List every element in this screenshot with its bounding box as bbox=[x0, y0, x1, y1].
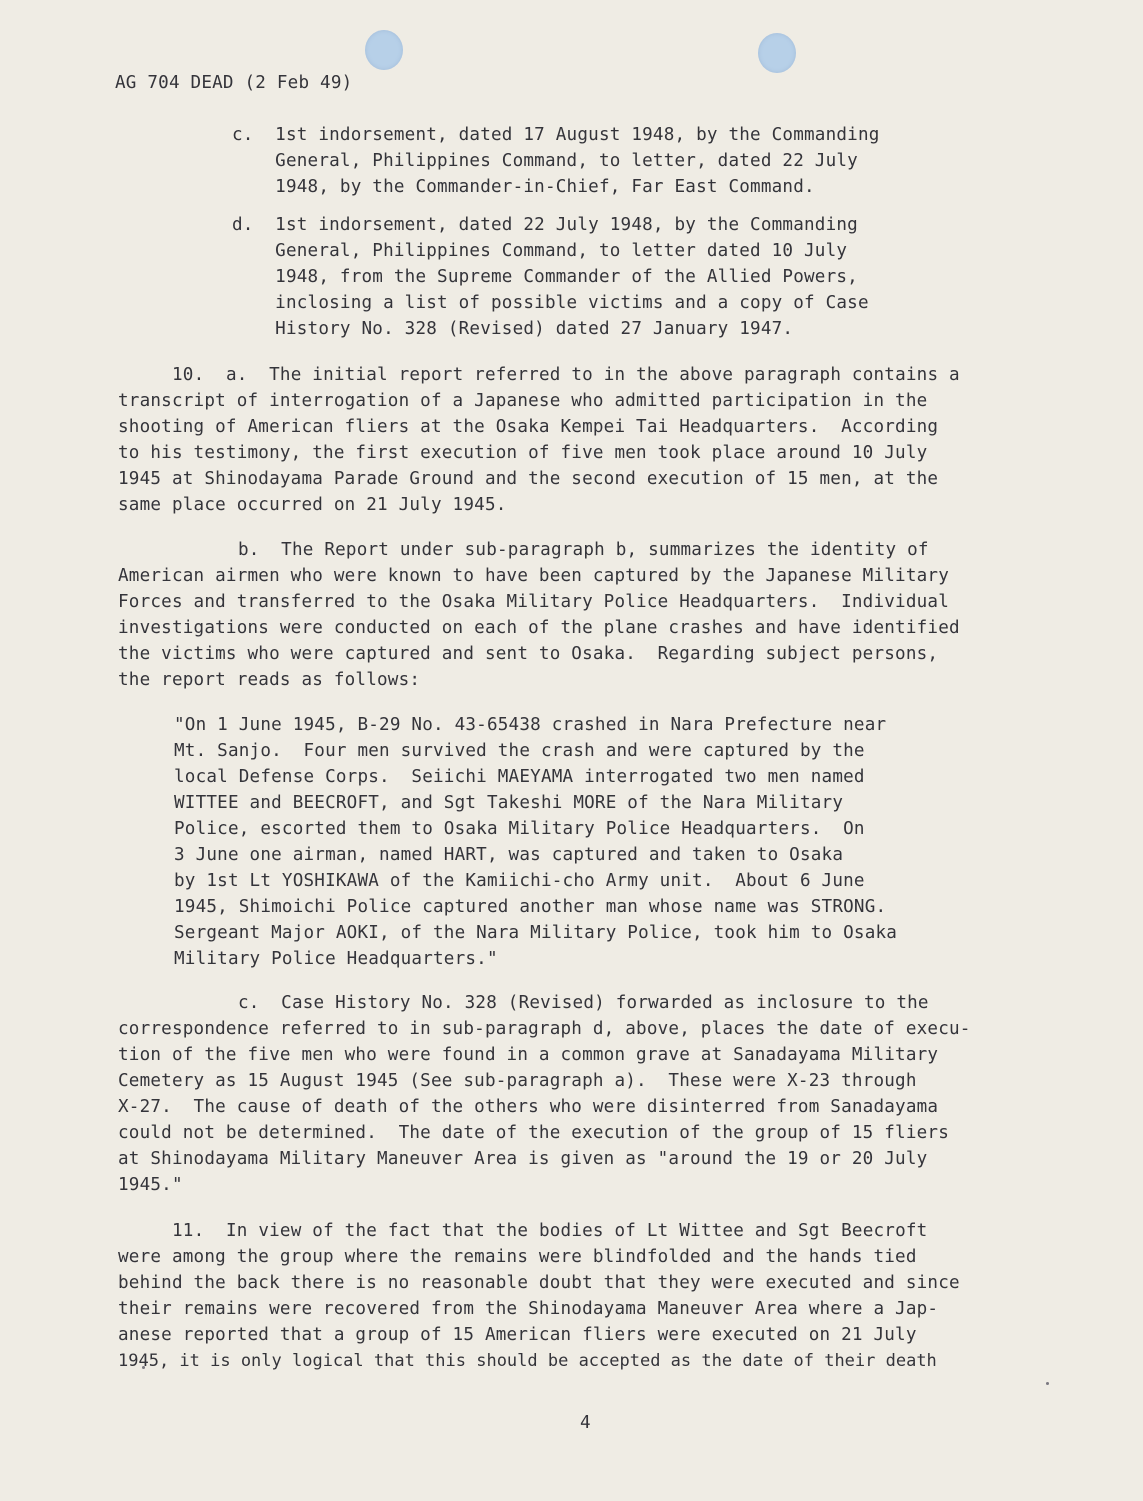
quote-line: local Defense Corps. Seiichi MAEYAMA interrogated two men named bbox=[174, 767, 865, 787]
quote-line: "On 1 June 1945, B-29 No. 43-65438 crashed in Nara Prefecture near bbox=[174, 715, 887, 735]
para-11-line: their remains were recovered from the Shinodayama Maneuver Area where a Jap- bbox=[118, 1299, 939, 1319]
para-10c-line: X-27. The cause of death of the others who were disinterred from Sanadayama bbox=[118, 1097, 939, 1117]
punch-hole-right bbox=[758, 33, 796, 73]
para-10b-line: the report reads as follows: bbox=[118, 670, 421, 690]
para-11-line: 11. In view of the fact that the bodies of Lt Wittee and Sgt Beecroft bbox=[172, 1221, 928, 1241]
para-11-line: 1945, it is only logical that this should be accepted as the date of their death bbox=[118, 1351, 937, 1371]
item-d-line: General, Philippines Command, to letter dated 10 July bbox=[232, 241, 848, 261]
para-10c-line: could not be determined. The date of the execution of the group of 15 fliers bbox=[118, 1123, 950, 1143]
para-11-line: behind the back there is no reasonable doubt that they were executed and since bbox=[118, 1273, 960, 1293]
quote-line: 1945, Shimoichi Police captured another man whose name was STRONG. bbox=[174, 897, 887, 917]
para-10c-line: 1945." bbox=[118, 1175, 183, 1195]
para-10c-line: Cemetery as 15 August 1945 (See sub-paragraph a). These were X-23 through bbox=[118, 1071, 917, 1091]
para-10b-line: American airmen who were known to have been captured by the Japanese Military bbox=[118, 566, 950, 586]
para-10c-line: at Shinodayama Military Maneuver Area is given as "around the 19 or 20 July bbox=[118, 1149, 928, 1169]
speck bbox=[1046, 1382, 1049, 1385]
quote-line: Military Police Headquarters." bbox=[174, 949, 498, 969]
item-d-line: History No. 328 (Revised) dated 27 January 1947. bbox=[232, 319, 794, 339]
item-d-line: d. 1st indorsement, dated 22 July 1948, by the Commanding bbox=[232, 215, 858, 235]
item-c-line: c. 1st indorsement, dated 17 August 1948, by the Commanding bbox=[232, 125, 880, 145]
para-10c-line: tion of the five men who were found in a common grave at Sanadayama Military bbox=[118, 1045, 939, 1065]
para-11-line: anese reported that a group of 15 American fliers were executed on 21 July bbox=[118, 1325, 917, 1345]
para-10b-line: b. The Report under sub-paragraph b, summarizes the identity of bbox=[238, 540, 929, 560]
item-d-line: 1948, from the Supreme Commander of the Allied Powers, bbox=[232, 267, 858, 287]
para-10a-line: shooting of American fliers at the Osaka Kempei Tai Headquarters. According bbox=[118, 417, 939, 437]
para-10b-line: Forces and transferred to the Osaka Military Police Headquarters. Individual bbox=[118, 592, 950, 612]
page-number: 4 bbox=[580, 1413, 591, 1433]
para-10a-line: 1945 at Shinodayama Parade Ground and the second execution of 15 men, at the bbox=[118, 469, 939, 489]
para-10c-line: c. Case History No. 328 (Revised) forwarded as inclosure to the bbox=[238, 993, 929, 1013]
para-10a-line: same place occurred on 21 July 1945. bbox=[118, 495, 507, 515]
item-d-line: inclosing a list of possible victims and a copy of Case bbox=[232, 293, 869, 313]
quote-line: WITTEE and BEECROFT, and Sgt Takeshi MORE of the Nara Military bbox=[174, 793, 844, 813]
para-10b-line: the victims who were captured and sent to Osaka. Regarding subject persons, bbox=[118, 644, 939, 664]
quote-line: 3 June one airman, named HART, was captured and taken to Osaka bbox=[174, 845, 844, 865]
punch-hole-left bbox=[365, 30, 403, 70]
item-c-line: 1948, by the Commander-in-Chief, Far East Command. bbox=[232, 177, 815, 197]
file-reference-header: AG 704 DEAD (2 Feb 49) bbox=[115, 73, 353, 93]
para-10b-line: investigations were conducted on each of the plane crashes and have identified bbox=[118, 618, 960, 638]
para-10a-line: to his testimony, the first execution of five men took place around 10 July bbox=[118, 443, 928, 463]
quote-line: Sergeant Major AOKI, of the Nara Military Police, took him to Osaka bbox=[174, 923, 898, 943]
para-10a-line: transcript of interrogation of a Japanese who admitted participation in the bbox=[118, 391, 928, 411]
para-10c-line: correspondence referred to in sub-paragraph d, above, places the date of execu- bbox=[118, 1019, 971, 1039]
para-10a-line: 10. a. The initial report referred to in the above paragraph contains a bbox=[172, 365, 960, 385]
quote-line: Police, escorted them to Osaka Military Police Headquarters. On bbox=[174, 819, 865, 839]
para-11-line: were among the group where the remains were blindfolded and the hands tied bbox=[118, 1247, 917, 1267]
quote-line: Mt. Sanjo. Four men survived the crash and were captured by the bbox=[174, 741, 865, 761]
item-c-line: General, Philippines Command, to letter, dated 22 July bbox=[232, 151, 858, 171]
quote-line: by 1st Lt YOSHIKAWA of the Kamiichi-cho Army unit. About 6 June bbox=[174, 871, 865, 891]
